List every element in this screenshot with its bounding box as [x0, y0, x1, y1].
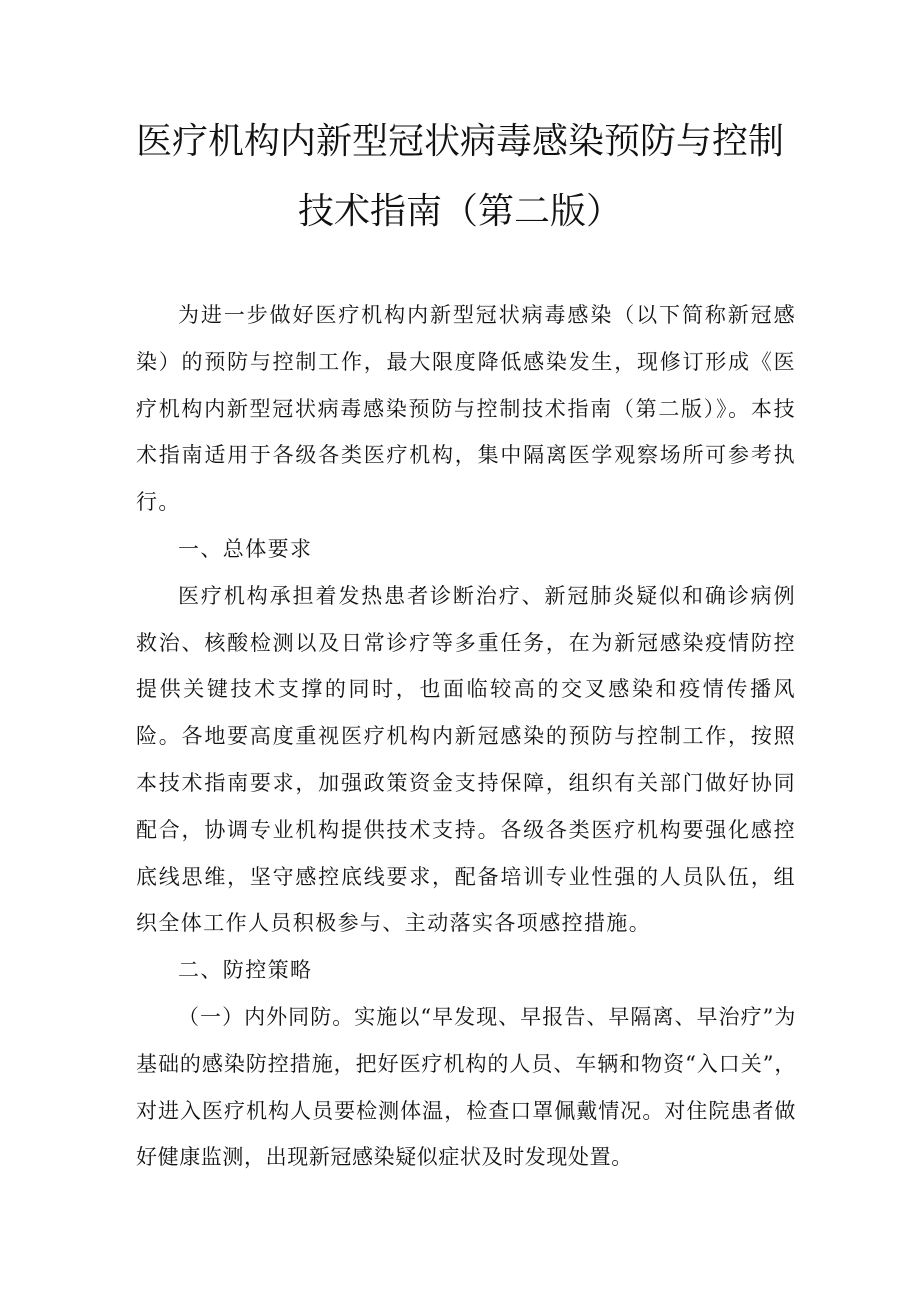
- section-1-paragraph: 医疗机构承担着发热患者诊断治疗、新冠肺炎疑似和确诊病例救治、核酸检测以及日常诊疗等多重任务，在为新冠感染疫情防控提供关键技术支撑的同时，也面临较高的交叉感染和疫情传播风险。各地要高度重视医疗机构内新冠感染的预防与控制工作，按照本技术指南要求，加强政策资金支持保障，组织有关部门做好协同配合，协调专业机构提供技术支持。各级各类医疗机构要强化感控底线思维，坚守感控底线要求，配备培训专业性强的人员队伍，组织全体工作人员积极参与、主动落实各项感控措施。: [136, 583, 796, 936]
- document-title-line-2: 技术指南（第二版）: [297, 191, 622, 232]
- section-1-heading: 一、总体要求: [178, 536, 313, 561]
- section-2-item-1-paragraph: （一）内外同防。实施以“早发现、早报告、早隔离、早治疗”为基础的感染防控措施，把好医疗机构的人员、车辆和物资“入口关”，对进入医疗机构人员要检测体温，检查口罩佩戴情况。对住院患者做好健康监测，出现新冠感染疑似症状及时发现处置。: [136, 1004, 796, 1170]
- intro-paragraph: 为进一步做好医疗机构内新型冠状病毒感染（以下简称新冠感染）的预防与控制工作，最大限度降低感染发生，现修订形成《医疗机构内新型冠状病毒感染预防与控制技术指南（第二版）》。本技术指南适用于各级各类医疗机构，集中隔离医学观察场所可参考执行。: [136, 303, 796, 515]
- section-2-heading: 二、防控策略: [178, 958, 313, 983]
- document-title-line-1: 医疗机构内新型冠状病毒感染预防与控制: [135, 121, 784, 162]
- document-body: [136, 292, 796, 1181]
